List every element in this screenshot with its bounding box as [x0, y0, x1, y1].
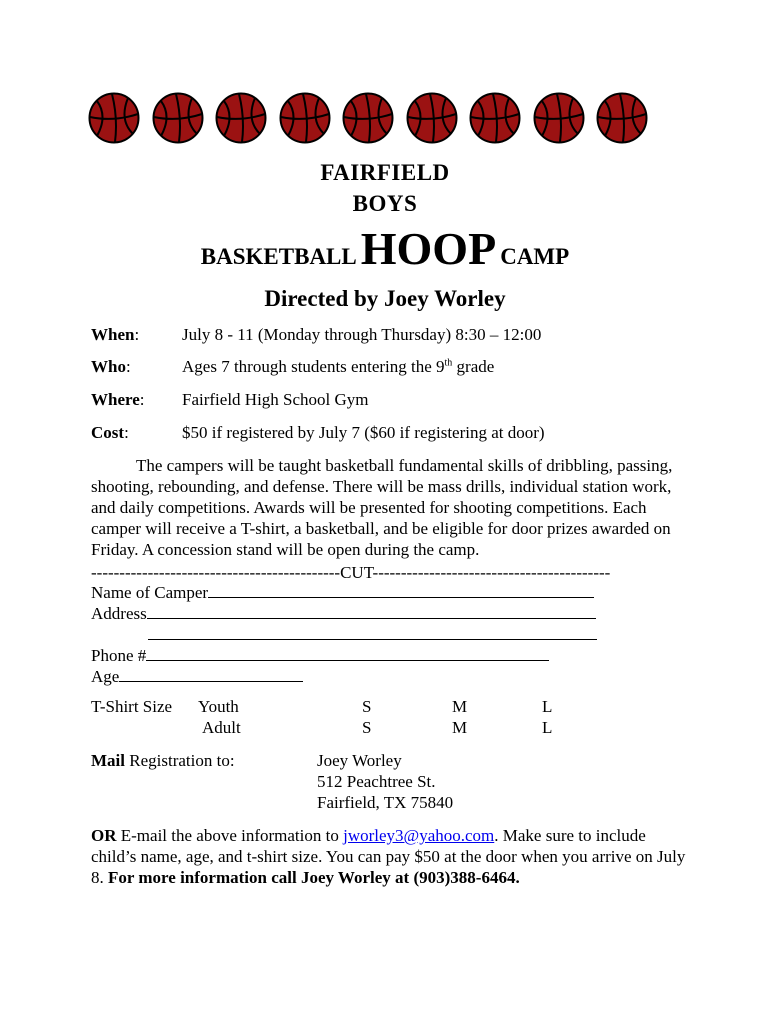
youth-size-s[interactable]: S [362, 697, 372, 716]
title-line-2: BOYS [352, 191, 418, 216]
directed-by: Directed by Joey Worley [264, 286, 506, 311]
basketball-icon [152, 92, 204, 144]
age-label: Age [91, 667, 120, 686]
basketball-icon [406, 92, 458, 144]
title-line-3 [0, 222, 770, 275]
mail-street: 512 Peachtree St. [317, 772, 436, 791]
mail-name: Joey Worley [317, 751, 402, 770]
who-label: Who: [91, 357, 131, 376]
tshirt-label: T-Shirt Size [91, 697, 173, 716]
name-label: Name of Camper [91, 583, 209, 602]
where-label: Where: [91, 390, 145, 409]
basketball-icon [342, 92, 394, 144]
title-hoop: HOOP [360, 223, 497, 274]
cost-value: $50 if registered by July 7 ($60 if registering at door) [182, 423, 545, 442]
who-value: Ages 7 through students entering the 9th grade [182, 357, 495, 376]
address-line-2 [148, 624, 597, 645]
adult-size-m[interactable]: M [452, 718, 468, 737]
title-basketball: BASKETBALL [200, 244, 357, 269]
youth-size-m[interactable]: M [452, 697, 468, 716]
mail-label: Mail Registration to: [91, 751, 235, 770]
age-blank[interactable] [119, 666, 303, 682]
name-field-row [91, 582, 594, 603]
basketball-icon [596, 92, 648, 144]
basketball-row [88, 92, 648, 148]
title-line-1: FAIRFIELD [320, 160, 450, 185]
description: The campers will be taught basketball fundamental skills of dribbling, passing, shooting, rebounding, and defense. There will be mass drills, individual station work, and daily competitions. Awards will be presented for shooting competitions. Each camper will receive a T-shirt, a basketball, and be eligible for door prizes awarded on Friday. A concession stand will be open during the camp. [91, 456, 673, 559]
email-link[interactable]: jworley3@yahoo.com [343, 826, 495, 845]
basketball-icon [215, 92, 267, 144]
adult-size-l[interactable]: L [542, 718, 553, 737]
basketball-icon [469, 92, 521, 144]
basketball-icon [279, 92, 331, 144]
phone-blank[interactable] [146, 645, 549, 661]
mail-city: Fairfield, TX 75840 [317, 793, 454, 812]
address-blank[interactable] [147, 603, 596, 619]
where-value: Fairfield High School Gym [182, 390, 369, 409]
cut-line: --------------------------------------------CUT------------------------------------------ [91, 563, 611, 582]
adult-size-s[interactable]: S [362, 718, 372, 737]
adult-label: Adult [202, 718, 241, 737]
name-blank[interactable] [208, 582, 594, 598]
address-field-row [91, 603, 596, 624]
age-field-row [91, 666, 303, 687]
basketball-icon [533, 92, 585, 144]
when-value: July 8 - 11 (Monday through Thursday) 8:30 – 12:00 [182, 325, 542, 344]
youth-size-l[interactable]: L [542, 697, 553, 716]
address-label: Address [91, 604, 147, 623]
cost-label: Cost: [91, 423, 129, 442]
email-info: OR E-mail the above information to jworley3@yahoo.com. Make sure to include child’s name, age, and t-shirt size. You can pay $50 at the door when you arrive on July 8. For more information call Joey Worley at (903)388-6464. [91, 826, 686, 887]
phone-field-row [91, 645, 549, 666]
when-label: When: [91, 325, 140, 344]
title-camp: CAMP [500, 244, 570, 269]
youth-label: Youth [198, 697, 239, 716]
phone-label: Phone # [91, 646, 147, 665]
address-blank-2[interactable] [148, 624, 597, 640]
basketball-icon [88, 92, 140, 144]
